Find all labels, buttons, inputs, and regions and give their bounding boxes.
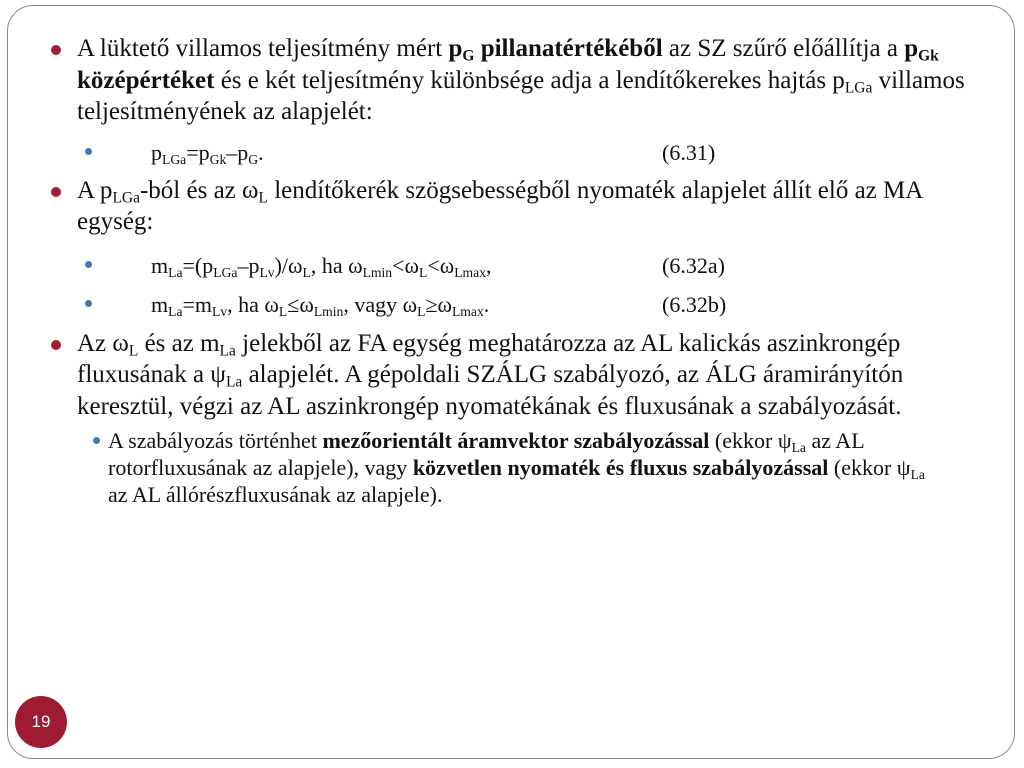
sub-bullet-dot-icon <box>85 300 92 307</box>
sub-bullet-dot-icon <box>93 437 100 444</box>
equation-expression: $p_{LGa}=p_{Gk}-p_G$. <box>151 139 264 167</box>
equation-6-32b <box>48 291 968 321</box>
equation-number: (6.31) <box>662 139 716 165</box>
bullet-1 <box>48 33 968 128</box>
equation-expression: $m_{La}=(p_{LGa}-p_{Lv})/\omega_L$, ha $\omega_{Lmin}<\omega_L<\omega_{Lmax}$, <box>151 252 492 280</box>
slide-frame <box>7 5 1015 759</box>
page-number-badge: 19 <box>15 696 67 748</box>
bullet-1-text: A lüktető villamos teljesítmény mért $p_G$ pillanatértékéből az SZ szűrő előállítja a $p_{Gk}$ középértéket és e két teljesítmény különbsége adja a lendítőkerekes hajtás $p_{LGa}$ villamos teljesítményének az alapjelét: <box>77 35 965 125</box>
sub-bullet-dot-icon <box>85 148 92 155</box>
equation-expression: $m_{La}=m_{Lv}$, ha $\omega_L\le\omega_{Lmin}$, vagy $\omega_L\ge\omega_{Lmax}$. <box>151 291 490 319</box>
bullet-dot-icon <box>51 340 61 350</box>
bullet-3-text: Az $\omega_L$ és az $m_{La}$ jelekből az FA egység meghatározza az AL kalickás aszinkrongép fluxusának a $\psi_{La}$ alapjelét. A gépoldali SZÁLG szabályozó, az ÁLG áramirányítón keresztül, végzi az AL aszinkrongép nyomatékának és fluxusának a szabályozását. <box>77 329 904 420</box>
bullet-3 <box>48 328 968 423</box>
bullet-2-text: A $p_{LGa}$-ból és az $\omega_L$ lendítőkerék szögsebességből nyomaték alapjelet állít elő az MA egység: <box>77 176 922 235</box>
sub-bullet-control-methods <box>48 427 948 508</box>
sub-bullet-text: A szabályozás történhet mezőorientált áramvektor szabályozással (ekkor $\psi_{La}$ az AL rotorfluxusának az alapjele), vagy közvetlen nyomaték és fluxus szabályozással (ekkor $\psi_{La}$ az AL állórészfluxusának az alapjele). <box>108 428 925 507</box>
equation-number: (6.32a) <box>662 252 725 278</box>
bullet-dot-icon <box>51 45 61 55</box>
slide-content <box>48 33 968 508</box>
equation-number: (6.32b) <box>662 291 727 317</box>
bullet-dot-icon <box>51 187 61 197</box>
equation-6-31 <box>48 139 968 169</box>
equation-6-32a <box>48 252 968 282</box>
sub-bullet-dot-icon <box>85 261 92 268</box>
bullet-2 <box>48 175 968 238</box>
